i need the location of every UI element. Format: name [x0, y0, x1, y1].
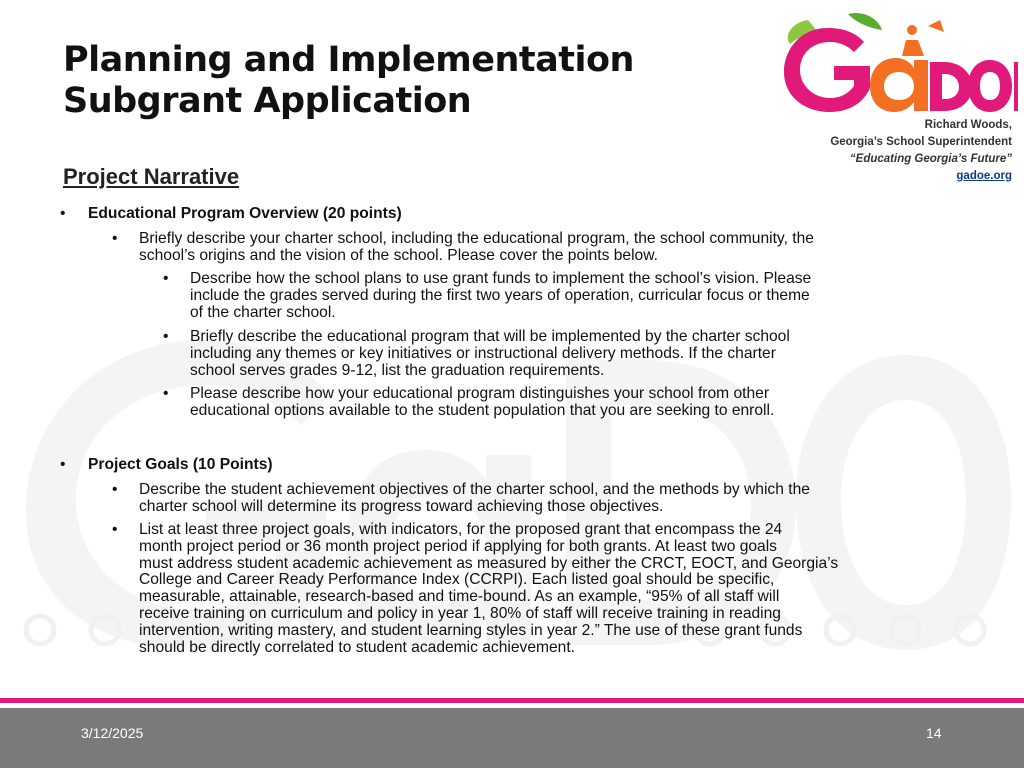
text-line: month project period or 36 month project period if applying for both grants. At least two goals: [139, 537, 777, 555]
page-title: [63, 40, 763, 122]
list-item: [163, 328, 930, 379]
page-number: 14: [926, 725, 942, 741]
footer-date: 3/12/2025: [81, 725, 144, 741]
accent-divider: [0, 698, 1024, 703]
text-line: include the grades served during the first two years of operation, curricular focus or theme: [190, 286, 810, 304]
bullet-icon: •: [112, 521, 118, 538]
bullet-icon: •: [112, 230, 118, 247]
text-line: school serves grades 9-12, list the graduation requirements.: [190, 361, 605, 379]
bullet-icon: •: [163, 385, 169, 402]
list-item: [112, 481, 949, 516]
text-line: Briefly describe your charter school, including the educational program, the school community, the: [139, 230, 814, 247]
text-line: Please describe how your educational program distinguishes your school from other: [190, 385, 770, 402]
text-line: must address student academic achievement as measured by either the CRCT, EOCT, and Georgia’s: [139, 554, 839, 572]
text-line: receive training on curriculum and policy in year 1, 80% of staff will receive training in reading: [139, 604, 781, 622]
bullet-icon: •: [163, 328, 169, 345]
text-line: school’s origins and the vision of the school. Please cover the points below.: [139, 246, 658, 264]
text-line: Describe the student achievement objectives of the charter school, and the methods by which the: [139, 481, 810, 498]
title-line-2: Subgrant Application: [63, 81, 472, 121]
text-line: College and Career Ready Performance Index (CCRPI). Each listed goal should be specific,: [139, 571, 775, 589]
text-line: Describe how the school plans to use grant funds to implement the school’s vision. Please: [190, 270, 812, 287]
text-line: educational options available to the student population that you are seeking to enroll.: [190, 401, 775, 419]
section-heading: Project Narrative: [63, 164, 240, 189]
bullet-icon: •: [112, 481, 118, 498]
text-line: measurable, attainable, research-based and time-bound. As an example, “95% of all staff will: [139, 588, 780, 606]
list-item: [112, 521, 949, 656]
text-line: intervention, writing mastery, and student learning styles in year 2.” The use of these grant funds: [139, 621, 803, 639]
bullet-icon: •: [60, 205, 66, 222]
list-item: [60, 205, 402, 223]
list-item: [163, 270, 930, 321]
text-line: List at least three project goals, with indicators, for the proposed grant that encompass the 24: [139, 521, 783, 538]
list-item: [60, 456, 273, 474]
text-line: including any themes or key initiatives or instructional delivery methods. If the charter: [190, 344, 776, 362]
bullet-icon: •: [60, 456, 66, 473]
bullet-icon: •: [163, 270, 169, 287]
text-line: of the charter school.: [190, 303, 336, 321]
superintendent-name: Richard Woods,: [924, 119, 1012, 131]
section2-title: Project Goals (10 Points): [88, 456, 273, 473]
gadoe-logo: [778, 10, 1018, 115]
section1-title: Educational Program Overview (20 points): [88, 205, 402, 222]
title-line-1: Planning and Implementation: [63, 40, 634, 80]
superintendent-info: [830, 117, 1012, 185]
footer-bar: [0, 708, 1024, 768]
text-line: Briefly describe the educational program that will be implemented by the charter school: [190, 328, 790, 345]
list-item: [112, 230, 949, 265]
motto: “Educating Georgia’s Future”: [849, 153, 1012, 165]
superintendent-role: Georgia’s School Superintendent: [830, 136, 1012, 148]
text-line: should be directly correlated to student academic achievement.: [139, 638, 576, 656]
text-line: charter school will determine its progress toward achieving those objectives.: [139, 497, 664, 515]
website-link[interactable]: gadoe.org: [956, 170, 1012, 182]
list-item: [163, 385, 930, 420]
